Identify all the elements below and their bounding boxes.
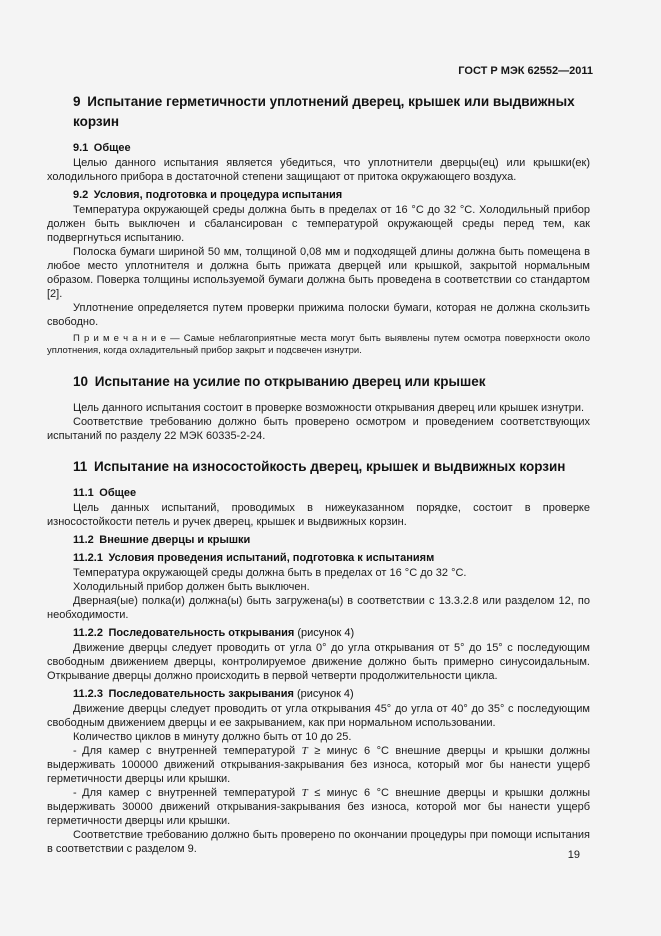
section-11-2-2-heading-bold: 11.2.2 Последовательность открывания	[73, 626, 295, 639]
list-item-2-text-post: ≤ минус 6 °С внешние дверцы и крышки должны выдерживать 30000 движений открывания-закрывания без износа, которой мог бы нанести ущерб герметичности дверцы или крышки.	[47, 786, 590, 827]
section-11-2-1-paragraph-1: Температура окружающей среды должна быть в пределах от 16 °С до 32 °С.	[73, 566, 467, 579]
section-11-2-3-heading	[73, 687, 590, 701]
section-11-2-1-paragraph-2: Холодильный прибор должен быть выключен.	[73, 580, 310, 593]
section-11-2-3-paragraph-1: Движение дверцы следует проводить от угла открывания 45° до угла от 40° до 35° с последующим свободным движением дверцы и ее закрыванием, как при нормальном использовании.	[47, 702, 590, 729]
section-11-2-2-heading-figure-ref: (рисунок 4)	[294, 626, 355, 639]
section-10-paragraph-1: Цель данного испытания состоит в проверке возможности открывания дверец или крышек изнутри.	[73, 401, 585, 414]
list-item-1-text-post: ≥ минус 6 °С внешние дверцы и крышки должны выдерживать 100000 движений открывания-закрывания без износа, который мог бы нанести ущерб герметичности дверцы или крышки.	[47, 744, 590, 785]
section-9-2-paragraph-3: Уплотнение определяется путем проверки прижима полоски бумаги, которая не должна скользить свободно.	[47, 302, 590, 328]
section-11-2-3-list-item-1	[47, 744, 590, 786]
section-9-2-heading: 9.2 Условия, подготовка и процедура испытания	[73, 189, 343, 201]
section-9-1-paragraph: Целью данного испытания является убедиться, что уплотнители дверцы(ец) или крышки(ек) холодильного прибора в достаточной степени защищают от притока окружающего воздуха.	[47, 157, 590, 183]
section-11-2-heading: 11.2 Внешние дверцы и крышки	[73, 533, 251, 546]
temperature-symbol: T	[301, 744, 308, 757]
section-9-1-heading: 9.1 Общее	[73, 142, 131, 154]
section-9-heading: 9 Испытание герметичности уплотнений дверец, крышек или выдвижных корзин	[73, 94, 575, 129]
section-11-1-heading: 11.1 Общее	[73, 486, 137, 499]
section-11-2-3-heading-figure-ref: (рисунок 4)	[293, 687, 354, 700]
running-header-standard-number: ГОСТ Р МЭК 62552—2011	[458, 65, 593, 77]
section-10-heading: 10 Испытание на усилие по открыванию дверец или крышек	[73, 373, 486, 389]
section-11-2-1-heading: 11.2.1 Условия проведения испытаний, подготовка к испытаниям	[73, 551, 435, 564]
section-11-2-3-heading-bold: 11.2.3 Последовательность закрывания	[73, 687, 294, 700]
section-11-2-3-paragraph-2: Количество циклов в минуту должно быть от 10 до 25.	[73, 730, 352, 743]
section-11-1-paragraph: Цель данных испытаний, проводимых в нижеуказанном порядке, состоит в проверке износостойкости петель и ручек дверец, крышек и выдвижных корзин.	[47, 501, 590, 528]
temperature-symbol: T	[301, 786, 308, 799]
section-11-2-2-heading	[73, 626, 590, 640]
list-item-2-text-pre: - Для камер с внутренней температурой	[73, 786, 302, 799]
list-item-1-text-pre: - Для камер с внутренней температурой	[73, 744, 302, 757]
section-11-2-1-paragraph-3: Дверная(ые) полка(и) должна(ы) быть загружена(ы) в соответствии с 13.3.2.8 или разделом 12, по необходимости.	[47, 594, 590, 621]
section-9-note: П р и м е ч а н и е — Самые неблагоприятные места могут быть выявлены путем осмотра поверхности около уплотнения, когда охладительный прибор закрыт и подсвечен изнутри.	[47, 333, 590, 357]
section-11-2-3-final-paragraph: Соответствие требованию должно быть проверено по окончании процедуры при помощи испытания в соответствии с разделом 9.	[47, 828, 590, 855]
section-11-2-3-list-item-2	[47, 786, 590, 828]
section-9-2-paragraph-1: Температура окружающей среды должна быть в пределах от 16 °С до 32 °С. Холодильный прибор должен быть выключен и сбалансирован с температурой окружающей среды перед тем, как подвергнуться испытанию.	[47, 204, 590, 244]
page-content	[47, 92, 590, 856]
page-number: 19	[567, 849, 580, 861]
section-10-paragraph-2: Соответствие требованию должно быть проверено осмотром и проведением соответствующих испытаний по разделу 22 МЭК 60335-2-24.	[47, 415, 590, 442]
section-11-heading: 11 Испытание на износостойкость дверец, крышек и выдвижных корзин	[73, 458, 566, 474]
section-9-2-paragraph-2: Полоска бумаги шириной 50 мм, толщиной 0,08 мм и подходящей длины должна быть помещена в любое место уплотнителя и должна быть прижата дверцей или крышкой, закрытой нормальным образом. Поверка толщины используемой бумаги должна быть проведена в соответствии со стандартом [2].	[47, 246, 590, 300]
section-11-2-2-paragraph: Движение дверцы следует проводить от угла 0° до угла открывания от 5° до 15° с последующим свободным движением дверцы, контролируемое движение должно быть примерно синусоидальным. Открывание дверцы должно происходить в первой четверти продолжительности цикла.	[47, 641, 590, 682]
